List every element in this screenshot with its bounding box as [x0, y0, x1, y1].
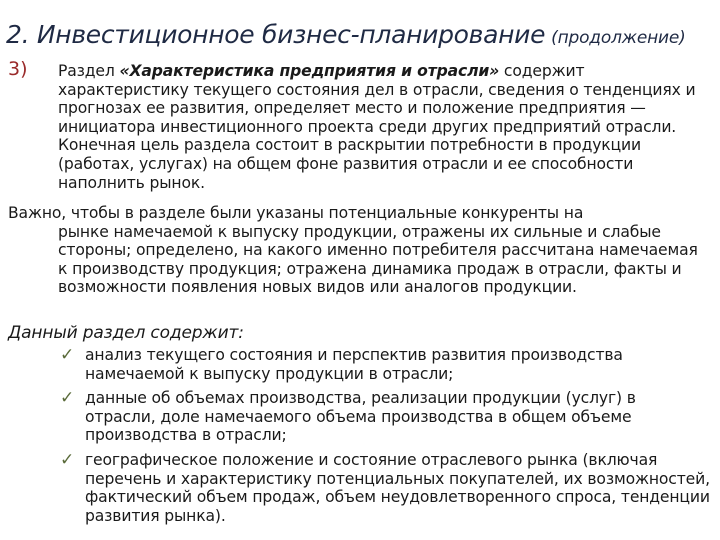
list-item — [0, 346, 710, 383]
title-main: 2. Инвестиционное бизнес-планирование — [6, 20, 546, 49]
checkmark-icon: ✓ — [60, 449, 75, 470]
title-subtitle: (продолжение) — [551, 28, 686, 48]
paragraph-prefix: Раздел — [58, 62, 120, 80]
contents-heading: Данный раздел содержит: — [8, 323, 244, 343]
paragraph-first-line: Важно, чтобы в разделе были указаны потенциальные конкуренты на — [8, 204, 584, 222]
paragraph-section-description — [58, 62, 708, 192]
paragraph-continuation: рынке намечаемой к выпуску продукции, отражены их сильные и слабые стороны; определено, на какого именно потребителя рассчитана намечаемая к производству продукция; отражена динамика продаж в отрасли, факты и возможности появления новых видов или аналогов продукции. — [58, 222, 698, 297]
list-item-text: данные об объемах производства, реализации продукции (услуг) в отрасли, доле намечаемого объема производства в общем объеме производства в отрасли; — [85, 389, 636, 445]
checkmark-icon: ✓ — [60, 388, 75, 409]
list-item — [0, 389, 710, 445]
list-item-text: географическое положение и состояние отраслевого рынка (включая перечень и характеристику потенциальных покупателей, их возможностей, фактический объем продаж, объем неудовлетворенного спроса, тенденции развития рынка). — [85, 450, 710, 525]
checkmark-icon: ✓ — [60, 345, 75, 365]
list-item-text: анализ текущего состояния и перспектив развития производства намечаемой к выпуску продукции в отрасли; — [85, 346, 623, 383]
section-number: 3) — [8, 58, 28, 80]
paragraph-body: содержит характеристику текущего состояния дел в отрасли, сведения о тенденциях и прогнозах ее развития, определяет место и положение предприятия — инициатора инвестиционного проекта среди других предприятий отрасли. Конечная цель раздела состоит в раскрытии потребности в продукции (работах, услугах) на общем фоне развития отрасли и ее способности наполнить рынок. — [58, 62, 696, 192]
list-item — [0, 451, 710, 525]
contents-list — [0, 346, 720, 531]
slide-title — [6, 22, 686, 47]
paragraph-requirements — [8, 204, 703, 297]
section-name: «Характеристика предприятия и отрасли» — [119, 62, 500, 80]
